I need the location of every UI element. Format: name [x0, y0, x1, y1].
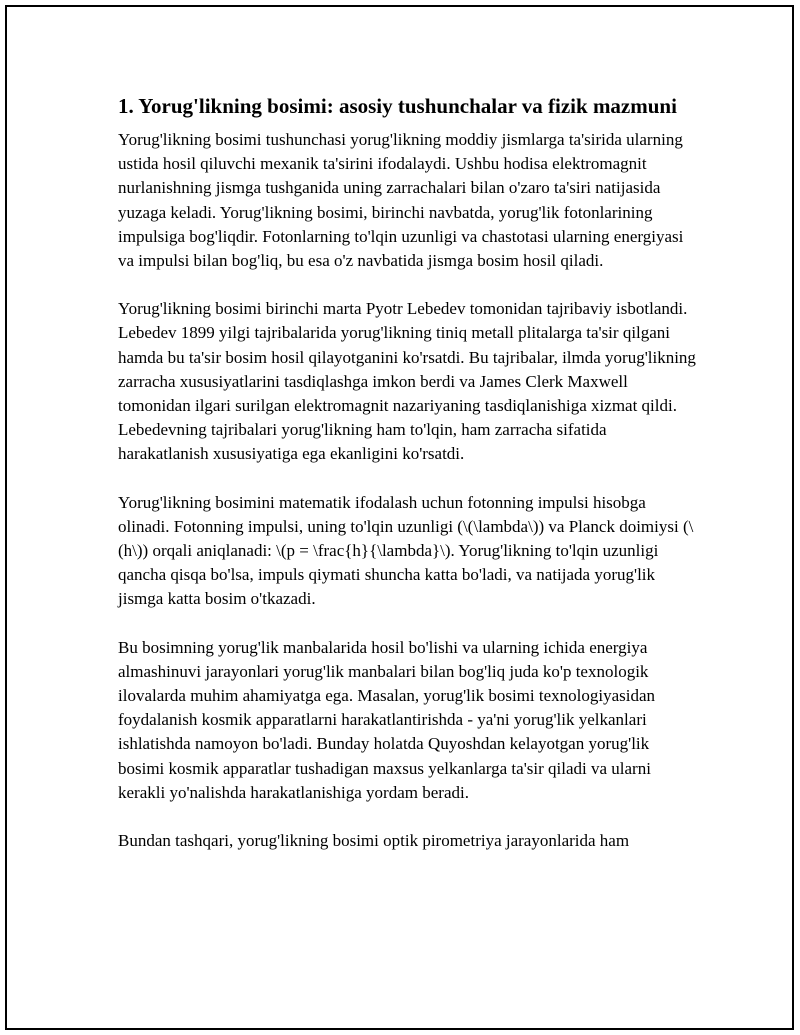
document-body [118, 92, 698, 877]
paragraph-3: Yorug'likning bosimini matematik ifodalash uchun fotonning impulsi hisobga olinadi. Fotonning impulsi, uning to'lqin uzunligi (\(\lambda\)) va Planck doimiysi (\(h\)) orqali aniqlanadi: \(p = \frac{h}{\lambda}\). Yorug'likning to'lqin uzunligi qancha qisqa bo'lsa, impuls qiymati shuncha katta bo'ladi, va natijada yorug'lik jismga katta bosim o'tkazadi. [118, 492, 694, 609]
paragraph-1: Yorug'likning bosimi tushunchasi yorug'likning moddiy jismlarga ta'sirida ularning ustida hosil qiluvchi mexanik ta'sirini ifodalaydi. Ushbu hodisa elektromagnit nurlanishning jismga tushganida uning zarrachalari bilan o'zaro ta'siri natijasida yuzaga keladi. Yorug'likning bosimi, birinchi navbatda, yorug'lik fotonlarining impulsiga bog'liqdir. Fotonlarning to'lqin uzunligi va chastotasi ularning energiyasi va impulsi bilan bog'liq, bu esa o'z navbatida jismga bosim hosil qiladi. [118, 130, 684, 271]
paragraph-4: Bu bosimning yorug'lik manbalarida hosil bo'lishi va ularning ichida energiya almashinuvi jarayonlari yorug'lik manbalari bilan bog'liq juda ko'p texnologik ilovalarda muhim ahamiyatga ega. Masalan, yorug'lik bosimi texnologiyasidan foydalanish kosmik apparatlarni harakatlantirishda - ya'ni yorug'lik yelkanlari ishlatishda namoyon bo'ladi. Bunday holatda Quyoshdan kelayotgan yorug'lik bosimi kosmik apparatlar tushadigan maxsus yelkanlarga ta'sir qiladi va ularni kerakli yo'nalishda harakatlanishiga yordam beradi. [118, 637, 656, 802]
section-title: 1. Yorug'likning bosimi: asosiy tushunchalar va fizik mazmuni [118, 94, 677, 118]
paragraph-5: Bundan tashqari, yorug'likning bosimi optik pirometriya jarayonlarida ham [118, 831, 630, 851]
paragraph-2: Yorug'likning bosimi birinchi marta Pyotr Lebedev tomonidan tajribaviy isbotlandi. Lebedev 1899 yilgi tajribalarida yorug'likning tiniq metall plitalarga ta'sir qilgani hamda bu ta'sir bosim hosil qilayotganini ko'rsatdi. Bu tajribalar, ilmda yorug'likning zarracha xususiyatlarini tasdiqlashga imkon berdi va James Clerk Maxwell tomonidan ilgari surilgan elektromagnit nazariyaning tasdiqlanishiga xizmat qildi. Lebedevning tajribalari yorug'likning ham to'lqin, ham zarracha sifatida harakatlanish xususiyatiga ega ekanligini ko'rsatdi. [118, 299, 696, 464]
